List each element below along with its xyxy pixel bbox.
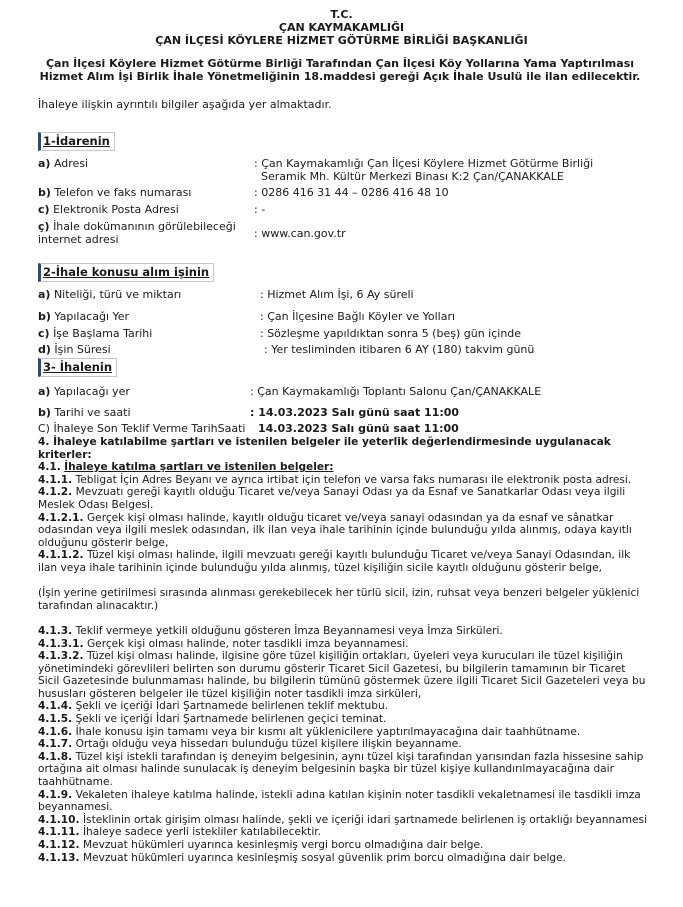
clause-item <box>38 839 650 852</box>
clause-text: Tebligat İçin Adres Beyanı ve ayrıca irtibat için telefon ve varsa faks numarası ile elektronik posta adresi. <box>75 473 632 486</box>
clause-item <box>38 826 650 839</box>
row-value: : 14.03.2023 Salı günü saat 11:00 <box>250 406 460 419</box>
clause-number: 4.1.4. <box>38 700 73 713</box>
clause-text: Tüzel kişi olması halinde, ilgisine göre tüzel kişiliğin ortakları, üyeleri veya kurucuları ile tüzel kişiliğin yönetimindeki görevlileri belirten son durumu gösterir Ticaret Sicil Gazetesi, bu bilgilerin tamamının bir Ticaret Sicil Gazetesinde bulunmaması halinde, bu bilgilerin tümünü göstermek üzere ilgili Ticaret Sicil Gazeteleri veya bu hususları gösteren belgeler ile tüzel kişiliğin noter tasdikli imza sirküleri, <box>38 650 646 700</box>
clause-text: Mevzuatı gereği kayıtlı olduğu Ticaret ve/veya Sanayi Odası ya da Esnaf ve Sanatkarlar Odası veya ilgili Meslek Odası Belgesi. <box>38 486 626 511</box>
clause-text: İhaleye sadece yerli istekliler katılabilecektir. <box>82 826 322 839</box>
clause-number: 4.1.12. <box>38 839 80 851</box>
clause-item <box>38 625 650 638</box>
section-1-row-address <box>38 157 658 183</box>
clause-text: (İşin yerine getirilmesi sırasında alınması gerekebilecek her türlü sicil, izin, ruhsat veya benzeri belgeler yüklenici tarafından alınacaktır.) <box>38 587 640 612</box>
row-label: b) Telefon ve faks numarası <box>38 186 192 199</box>
row-value: 14.03.2023 Salı günü saat 11:00 <box>258 422 459 435</box>
row-value: : Hizmet Alım İşi, 6 Ay süreli <box>260 288 414 301</box>
row-label: a) Adresi <box>38 157 89 170</box>
clause-number: 4.1.13. <box>38 851 80 864</box>
clause-item <box>38 852 650 865</box>
clause-text: Gerçek kişi olması halinde, kayıtlı olduğu ticaret ve/veya sanayi odasından ya da esnaf ve sânatkar odasından veya ilgili meslek odasından, ilk ilan veya ihale tarihinin içinde bulunduğu yılda alınmış, odaya kayıtlı olduğunu gösterir belge, <box>38 511 632 549</box>
clause-item <box>38 814 650 827</box>
row-value-line-2: Seramik Mh. Kültür Merkezi Binası K:2 Çan/ÇANAKKALE <box>261 170 564 183</box>
clause-number: 4.1.1. <box>38 473 73 486</box>
clause-number: 4.1.11. <box>38 826 80 839</box>
row-value: : 0286 416 31 44 – 0286 416 48 10 <box>254 186 449 199</box>
section-4-heading: 4. İhaleye katılabilme şartları ve istenilen belgeler ile yeterlik değerlendirmesinde uygulanacak kriterler: <box>38 436 611 461</box>
section-2-row-duration <box>38 343 658 357</box>
section-3-row-deadline <box>38 422 658 436</box>
header-line-birlik: ÇAN İLÇESİ KÖYLERE HİZMET GÖTÜRME BİRLİĞİ BAŞKANLIĞI <box>155 34 528 47</box>
section-2-heading <box>38 263 214 282</box>
clause-item <box>38 726 650 739</box>
clause-number: 4.1.7. <box>38 738 73 751</box>
section-1-row-email <box>38 203 658 217</box>
row-value: : Çan Kaymakamlığı Toplantı Salonu Çan/ÇANAKKALE <box>250 385 542 398</box>
section-4-1-heading: 4.1. İhaleye katılma şartları ve istenilen belgeler: <box>38 461 334 474</box>
clause-text: İsteklinin ortak girişim olması halinde, şekli ve içeriği idari şartnamede belirlenen iş ortaklığı beyannamesi <box>82 813 648 826</box>
clause-item <box>38 700 650 713</box>
clause-text: Mevzuat hükümleri uyarınca kesinleşmiş vergi borcu olmadığına dair belge. <box>82 839 484 851</box>
section-3-heading <box>38 358 117 377</box>
clause-number: 4.1.2. <box>38 486 73 499</box>
clause-number: 4.1.5. <box>38 713 73 726</box>
row-label: C) İhaleye Son Teklif Verme TarihSaati <box>38 422 246 435</box>
section-4-body <box>38 436 650 864</box>
row-value: : Sözleşme yapıldıktan sonra 5 (beş) gün içinde <box>260 327 522 340</box>
clause-number: 4.1.3.1. <box>38 637 84 650</box>
section-3-title: 3- İhalenin <box>43 360 113 374</box>
section-2-row-location <box>38 310 658 324</box>
clause-item <box>38 512 650 550</box>
section-1-title: 1-İdarenin <box>43 134 110 148</box>
clause-item <box>38 789 650 814</box>
clause-item <box>38 486 650 511</box>
row-value: : www.can.gov.tr <box>254 227 346 240</box>
section-3-row-datetime <box>38 406 658 420</box>
subtitle-line-2: Hizmet Alım İşi Birlik İhale Yönetmeliğinin 18.maddesi gereği Açık İhale Usulü ile ilan edilecektir. <box>39 70 641 83</box>
row-label: a) Yapılacağı yer <box>38 385 130 398</box>
clause-number: 4.1.1.2. <box>38 549 84 562</box>
header-line-tc: T.C. <box>330 8 353 21</box>
header-block <box>0 21 683 47</box>
row-label: b) Yapılacağı Yer <box>38 310 130 323</box>
section-3-row-place <box>38 385 658 399</box>
clause-item <box>38 638 650 651</box>
section-1-heading <box>38 132 115 151</box>
row-label: c) Elektronik Posta Adresi <box>38 203 179 216</box>
clause-text: Tüzel kişi olması halinde, ilgili mevzuatı gereği kayıtlı bulunduğu Ticaret ve/veya Sanayi Odasından, ilk ilan veya ihale tarihinin içinde bulunduğu yılda alınmış, tüzel kişiliğin sicile kayıtlı olduğunu gösterir belge, <box>38 549 631 574</box>
clause-number: 4.1.10. <box>38 813 80 826</box>
row-label: ç) İhale dokümanının görülebileceği internet adresi <box>38 220 236 246</box>
clause-text: Ortağı olduğu veya hissedarı bulunduğu tüzel kişilere ilişkin beyanname. <box>75 738 462 751</box>
clause-item <box>38 549 650 574</box>
row-label: b) Tarihi ve saati <box>38 406 131 419</box>
clause-text: Şekli ve içeriği İdari Şartnamede belirlenen teklif mektubu. <box>75 700 389 713</box>
row-value: : Çan İlçesine Bağlı Köyler ve Yolları <box>260 310 456 323</box>
clause-text: Teklif vermeye yetkili olduğunu gösteren İmza Beyannamesi veya İmza Sirküleri. <box>75 624 503 637</box>
clause-number: 4.1.8. <box>38 750 73 763</box>
clause-item <box>38 587 650 612</box>
section-1-row-phone <box>38 186 658 200</box>
clause-number: 4.1.9. <box>38 788 73 801</box>
section-4-items <box>38 474 650 864</box>
clause-text: İhale konusu işin tamamı veya bir kısmı alt yüklenicilere yaptırılmayacağına dair taahhütname. <box>75 725 581 738</box>
clause-number: 4.1.3. <box>38 624 73 637</box>
row-label: a) Niteliği, türü ve miktarı <box>38 288 182 301</box>
clause-item <box>38 738 650 751</box>
clause-text: Tüzel kişi istekli tarafından iş deneyim belgesinin, aynı tüzel kişi tarafından yarısından fazla hissesine sahip ortağına ait olması halinde sunulacak iş deneyim belgesinin başka bir tüzel kişiye kullandırılmayacağına dair taahhütname. <box>38 750 644 789</box>
row-label: c) İşe Başlama Tarihi <box>38 327 153 340</box>
clause-item <box>38 650 650 700</box>
subtitle-line-1: Çan İlçesi Köylere Hizmet Götürme Birliği Tarafından Çan İlçesi Köy Yollarına Yama Yaptırılması <box>45 57 635 70</box>
row-value: : Çan Kaymakamlığı Çan İlçesi Köylere Hizmet Götürme Birliği <box>254 157 594 170</box>
clause-text: Vekaleten ihaleye katılma halinde, istekli adına katılan kişinin noter tasdikli vekaletnamesi ile tasdikli imza beyannamesi. <box>38 788 641 814</box>
clause-text: Mevzuat hükümleri uyarınca kesinleşmiş sosyal güvenlik prim borcu olmadığına dair belge. <box>82 851 566 864</box>
header-line-kaymakamlik: ÇAN KAYMAKAMLIĞI <box>278 21 405 34</box>
clause-item <box>38 474 650 487</box>
section-2-row-nature <box>38 288 658 302</box>
section-1-row-website <box>38 220 658 248</box>
clause-text: Gerçek kişi olması halinde, noter tasdikli imza beyannamesi. <box>86 637 409 650</box>
section-2-title: 2-İhale konusu alım işinin <box>43 265 210 279</box>
intro-text: İhaleye ilişkin ayrıntılı bilgiler aşağıda yer almaktadır. <box>38 98 332 111</box>
row-value: : Yer tesliminden itibaren 6 AY (180) takvim günü <box>264 343 535 356</box>
clause-number: 4.1.2.1. <box>38 511 84 524</box>
clause-item <box>38 751 650 789</box>
section-2-row-start <box>38 327 658 341</box>
clause-number: 4.1.3.2. <box>38 650 84 663</box>
announcement-subtitle <box>30 57 650 83</box>
row-value: : - <box>254 203 266 216</box>
clause-item <box>38 713 650 726</box>
clause-text: Şekli ve içeriği İdari Şartnamede belirlenen geçici teminat. <box>75 713 387 726</box>
clause-number: 4.1.6. <box>38 725 73 738</box>
row-label: d) İşin Süresi <box>38 343 111 356</box>
